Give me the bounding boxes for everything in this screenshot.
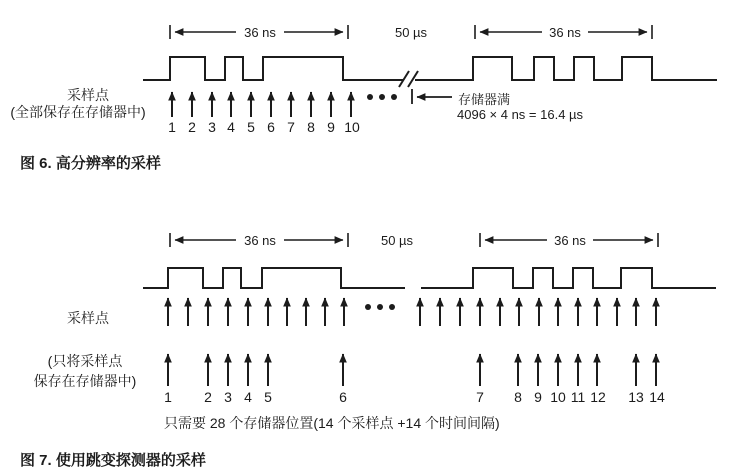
fig6-sample-number: 6 — [267, 119, 275, 135]
fig7-sample-number: 5 — [264, 389, 272, 405]
fig7-sample-number: 2 — [204, 389, 212, 405]
fig7-waveform-left — [143, 268, 405, 288]
fig7-mid-label: 50 µs — [380, 233, 414, 248]
fig6-sample-number: 9 — [327, 119, 335, 135]
fig6-waveform-left — [143, 57, 404, 80]
fig6-sample-number: 1 — [168, 119, 176, 135]
fig6-sampling-label-line1: 采样点 — [67, 87, 109, 103]
fig6-graphics — [143, 25, 717, 117]
fig7-sample-number: 11 — [570, 389, 586, 405]
fig6-dim-right-label: 36 ns — [549, 25, 581, 40]
fig6-sample-number: 8 — [307, 119, 315, 135]
fig6-memory-full-pointer — [412, 89, 452, 104]
fig7-note: 只需要 28 个存储器位置(14 个采样点 +14 个时间间隔) — [164, 415, 500, 431]
fig6-waveform-right — [415, 57, 717, 80]
fig7-stored-label-line1: (只将采样点 — [47, 353, 123, 369]
fig7-sample-number: 6 — [339, 389, 347, 405]
fig6-sample-number: 3 — [208, 119, 216, 135]
fig7-sample-arrows-row1 — [168, 298, 656, 326]
fig7-sample-number: 8 — [514, 389, 522, 405]
fig7-graphics — [143, 233, 716, 386]
fig6-sampling-label-line2: (全部保存在存储器中) — [10, 104, 146, 120]
fig7-dim-left-label: 36 ns — [244, 233, 276, 248]
fig6-sample-number: 10 — [344, 119, 360, 135]
fig7-sample-number: 1 — [164, 389, 172, 405]
fig7-stored-label-line2: 保存在存储器中) — [33, 373, 137, 389]
fig6-mid-label: 50 µs — [394, 25, 428, 40]
fig7-dim-right-label: 36 ns — [554, 233, 586, 248]
fig7-sample-number: 14 — [649, 389, 665, 405]
fig6-sample-arrows — [172, 92, 351, 117]
fig7-sample-number: 9 — [534, 389, 542, 405]
fig7-waveform-right — [421, 268, 716, 288]
fig7-sample-arrows-row2 — [168, 354, 656, 386]
fig7-sample-number: 10 — [550, 389, 566, 405]
fig7-sample-number: 4 — [244, 389, 252, 405]
fig6-sample-number: 5 — [247, 119, 255, 135]
fig6-sample-number: 2 — [188, 119, 196, 135]
fig7-ellipsis-dots — [365, 304, 395, 310]
fig6-sample-number: 4 — [227, 119, 235, 135]
fig7-caption: 图 7. 使用跳变探测器的采样 — [20, 452, 206, 469]
fig6-memory-full-calc: 4096 × 4 ns = 16.4 µs — [457, 107, 584, 122]
fig7-sample-number: 3 — [224, 389, 232, 405]
fig6-memory-full-label: 存储器满 — [458, 92, 511, 107]
fig6-dim-left-label: 36 ns — [244, 25, 276, 40]
fig7-sample-number: 13 — [628, 389, 644, 405]
fig6-caption: 图 6. 高分辨率的采样 — [20, 155, 161, 172]
fig7-sample-number: 7 — [476, 389, 484, 405]
fig7-sample-number: 12 — [590, 389, 606, 405]
fig6-ellipsis-dots — [367, 94, 397, 100]
fig6-sample-number: 7 — [287, 119, 295, 135]
fig7-samples-label: 采样点 — [67, 310, 109, 326]
